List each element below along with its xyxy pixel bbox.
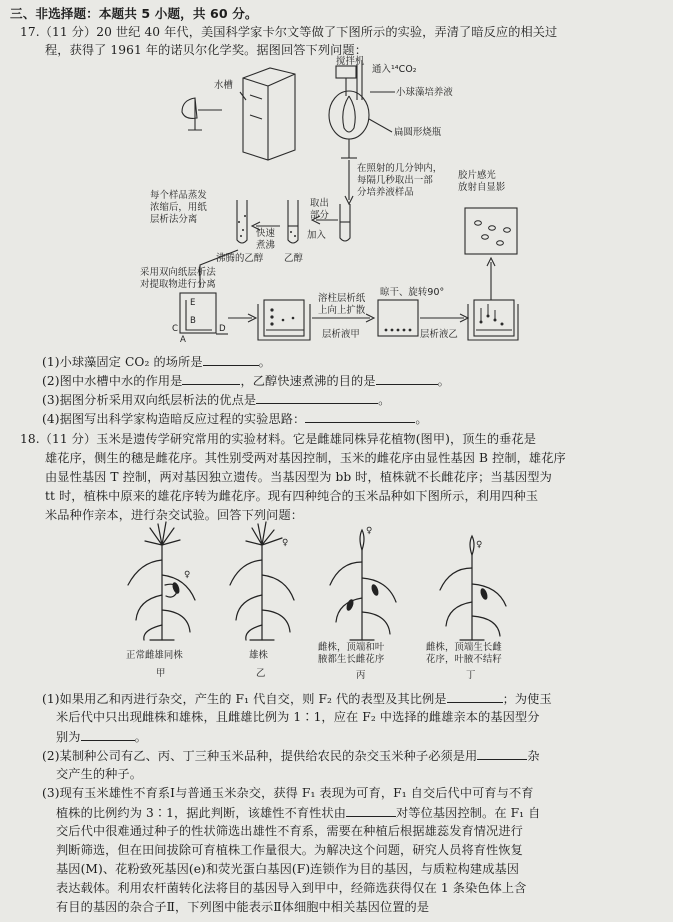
q18-item-1-line3: 别为 。 xyxy=(56,730,147,744)
q18-stem-line5: 米品种作亲本，进行杂交试验。回答下列问题： xyxy=(45,508,304,522)
paper-letter-e: E xyxy=(190,298,196,308)
q18-item-1-line2: 米后代中只出现雌株和雄株，且雌雄比例为 1∶1，应在 F₂ 中选择的雌雄亲本的基因型分 xyxy=(56,710,540,724)
q18-stem-line2: 雄花序，侧生的穗是雌花序。其性别受两对基因控制，玉米的雌花序由显性基因 B 控制，雄花序 xyxy=(45,451,566,465)
q18-item-3-line2: 植株的比例约为 3∶1，据此判断，该雄性不育性状由 对等位基因控制。在 F₁ 自 xyxy=(56,806,541,820)
q17-item-4: (4)据图写出科学家构造暗反应过程的实验思路： 。 xyxy=(42,412,428,426)
label-quick-1: 快速 xyxy=(256,228,275,239)
q18-stem-line3: 由显性基因 T 控制，两对基因独立遗传。当基因型为 bb 时，植株就不长雌花序；当基因型为 xyxy=(45,470,552,484)
q17-item-1: (1)小球藻固定 CO₂ 的场所是 。 xyxy=(42,355,271,369)
label-add: 加入 xyxy=(307,230,326,241)
label-dry-rotate: 晾干、旋转90° xyxy=(380,287,445,298)
q17-item-2: (2)图中水槽中水的作用是 ，乙醇快速煮沸的目的是 。 xyxy=(42,374,450,388)
paper-letter-d: D xyxy=(219,324,226,334)
label-spread-2: 上向上扩散 xyxy=(318,305,366,316)
q18-item-1-line1: (1)如果用乙和丙进行杂交，产生的 F₁ 代自交，则 F₂ 代的表型及其比例是 ；为使玉 xyxy=(42,692,552,706)
q18-item-3-line4: 判断筛选，但在田间拔除可育植株工作量很大。为解决这个问题，研究人员将育性恢复 xyxy=(56,843,523,857)
label-ethanol: 乙醇 xyxy=(284,253,303,264)
plant-b-caption: 雄株 xyxy=(249,650,268,661)
label-take-2: 部分 xyxy=(310,210,329,221)
label-boiling-ethanol: 沸腾的乙醇 xyxy=(216,253,264,264)
paper-letter-a: A xyxy=(180,335,186,345)
label-sampling-1: 在照射的几分钟内， xyxy=(357,163,443,174)
answer-blank[interactable] xyxy=(81,729,135,741)
plant-a-label: 甲 xyxy=(156,668,166,679)
q18-item-3-line6: 表达载体。利用农杆菌转化法将目的基因导入到甲中，经筛选获得仅在 1 条染色体上含 xyxy=(56,881,527,895)
label-co2: 通入¹⁴CO₂ xyxy=(372,64,417,75)
q18-stem-line4: tt 时，植株中原来的雄花序转为雌花序。现有四种纯合的玉米品种如下图所示，利用四种玉 xyxy=(45,489,539,503)
q18-item-3-line7: 有目的基因的杂合子Ⅱ，下列图中能表示Ⅱ体细胞中相关基因位置的是 xyxy=(56,900,430,914)
label-sampling-3: 分培养液样品 xyxy=(357,187,414,198)
plant-d-caption-1: 雌株，顶端生长雌 xyxy=(426,642,502,653)
plant-d-label: 丁 xyxy=(466,670,476,681)
label-algae-culture: 小球藻培养液 xyxy=(396,87,453,98)
female-symbol: ♀ xyxy=(476,540,483,550)
female-symbol: ♀ xyxy=(282,538,289,548)
plant-c-caption-1: 雌株，顶端和叶 xyxy=(318,642,385,653)
label-twoway-1: 采用双向纸层析法 xyxy=(140,267,216,278)
label-spread-1: 溶柱层析纸 xyxy=(318,293,366,304)
plant-d-caption-2: 花序，叶腋不结籽 xyxy=(426,654,502,665)
label-evap-2: 浓缩后，用纸 xyxy=(150,202,207,213)
label-take-1: 取出 xyxy=(310,198,329,209)
label-flask: 扁圆形烧瓶 xyxy=(394,127,442,138)
q18-item-3-line3: 交后代中很难通过种子的性状筛选出雄性不育系，需要在种植后根据雄蕊发育情况进行 xyxy=(56,824,523,838)
label-evap-3: 层析法分离 xyxy=(150,214,198,225)
label-stirrer: 搅拌机 xyxy=(336,56,365,67)
q17-stem-line1: 17.（11 分）20 世纪 40 年代，美国科学家卡尔文等做了下图所示的实验，弄清了暗反应的相关过 xyxy=(20,25,558,39)
q17-item-3: (3)据图分析采用双向纸层析法的优点是 。 xyxy=(42,393,391,407)
q17-stem-line2: 程，获得了 1961 年的诺贝尔化学奖。据图回答下列问题： xyxy=(45,43,367,57)
label-sampling-2: 每隔几秒取出一部 xyxy=(357,175,433,186)
answer-blank[interactable] xyxy=(447,691,503,703)
label-water-tank: 水槽 xyxy=(214,80,233,91)
section-heading: 三、非选择题：本题共 5 小题，共 60 分。 xyxy=(10,6,258,21)
paper-letter-c: C xyxy=(172,324,179,334)
label-solvent-b: 层析液乙 xyxy=(420,329,458,340)
plant-c-caption-2: 腋都生长雌花序 xyxy=(318,654,385,665)
plant-c-label: 丙 xyxy=(356,670,366,681)
q18-item-3-line5: 基因(M)、花粉致死基因(e)和荧光蛋白基因(F)连锁作为目的基因，与质粒构建成基因 xyxy=(56,862,520,876)
q18-stem-line1: 18.（11 分）玉米是遗传学研究常用的实验材料。它是雌雄同株异花植物(图甲)，顶生的垂花是 xyxy=(20,432,536,446)
label-evap-1: 每个样品蒸发 xyxy=(150,190,207,201)
label-autorad-2: 放射自显影 xyxy=(458,182,506,193)
female-symbol: ♀ xyxy=(184,570,191,580)
female-symbol: ♀ xyxy=(366,526,373,536)
q18-item-2-line2: 交产生的种子。 xyxy=(56,767,143,781)
q18-item-3-line1: (3)现有玉米雄性不育系Ⅰ与普通玉米杂交，获得 F₁ 表现为可育，F₁ 自交后代中可育与不育 xyxy=(42,786,534,800)
q18-item-2-line1: (2)某制种公司有乙、丙、丁三种玉米品种，提供给农民的杂交玉米种子必须是用 杂 xyxy=(42,749,540,763)
label-quick-2: 煮沸 xyxy=(256,240,275,251)
label-solvent-a: 层析液甲 xyxy=(322,329,360,340)
answer-blank[interactable] xyxy=(346,805,396,817)
answer-blank[interactable] xyxy=(477,748,527,760)
plant-b-label: 乙 xyxy=(256,668,266,679)
label-autorad-1: 胶片感光 xyxy=(458,170,496,181)
label-twoway-2: 对提取物进行分离 xyxy=(140,279,216,290)
plant-a-caption: 正常雌雄同株 xyxy=(126,650,183,661)
paper-letter-b: B xyxy=(190,316,196,326)
